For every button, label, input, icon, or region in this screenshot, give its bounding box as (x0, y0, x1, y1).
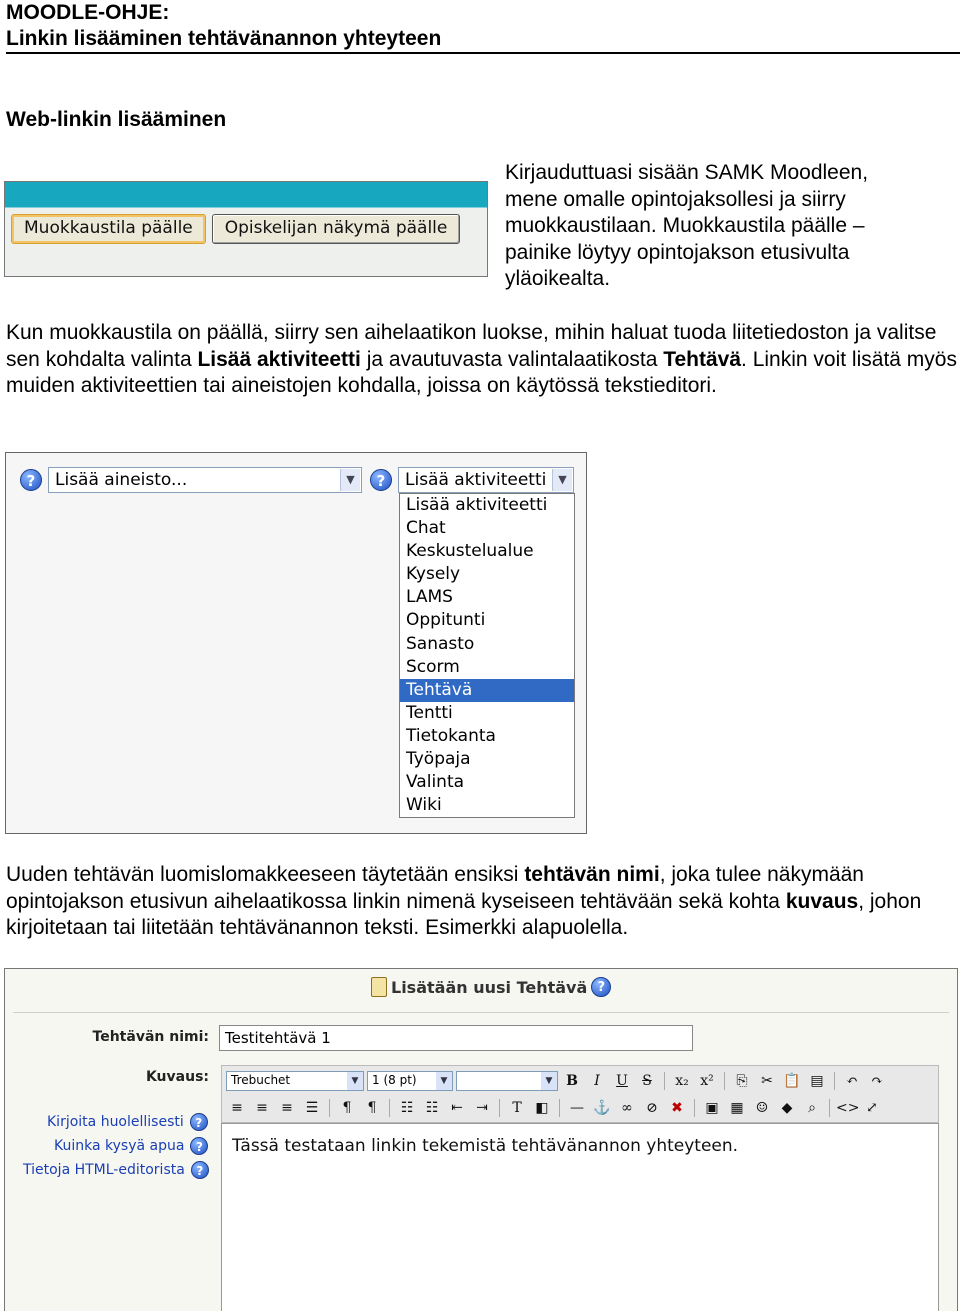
activity-option[interactable]: Scorm (406, 656, 460, 677)
add-activity-select[interactable] (398, 467, 574, 493)
activity-option[interactable]: Työpaja (406, 749, 471, 770)
help-link-write-carefully[interactable] (47, 1113, 208, 1131)
nolink-icon[interactable]: ✖ (671, 1100, 683, 1116)
select-value: Lisää aktiviteetti (405, 470, 547, 490)
search-replace-icon[interactable]: ⌕ (808, 1100, 816, 1116)
unlink-icon[interactable]: ⊘ (646, 1100, 658, 1116)
subscript-icon[interactable]: x₂ (675, 1073, 689, 1089)
text: Kun muokkaustila on päällä, siirry sen aihelaatikon luokse, mihin haluat tuoda liitetiedoston ja valitse sen kohdalta valinta (6, 321, 937, 371)
toolbar-separator (724, 1072, 725, 1090)
justify-icon[interactable]: ☰ (305, 1100, 319, 1116)
underline-icon[interactable]: U (616, 1073, 628, 1089)
chevron-down-icon: ▼ (552, 469, 572, 491)
chevron-down-icon: ▼ (340, 469, 360, 491)
activity-dropdown-list (399, 493, 575, 818)
rtl-icon[interactable]: ¶ (367, 1100, 377, 1116)
name-label: Tehtävän nimi: (92, 1029, 209, 1045)
section-title: Web-linkin lisääminen (6, 108, 227, 131)
edit-mode-screenshot (4, 181, 488, 277)
text: . Linkin voit lisätä myös muiden aktiviteettien tai aineistojen kohdalla, joissa on käytössä tekstieditori. (6, 347, 957, 397)
smiley-icon[interactable]: ☺ (755, 1100, 769, 1116)
outdent-icon[interactable]: ⇤ (451, 1100, 463, 1116)
redo-icon[interactable]: ↷ (871, 1073, 883, 1089)
cut-icon[interactable]: ✂ (761, 1073, 773, 1089)
help-link-label: Kirjoita huolellisesti (47, 1114, 184, 1130)
fullscreen-icon[interactable]: ⤢ (866, 1100, 878, 1116)
anchor-icon[interactable]: ⚓ (593, 1100, 611, 1116)
toolbar-separator (499, 1099, 500, 1117)
bold-text: Tehtävä (663, 347, 742, 371)
select-value: Lisää aineisto... (55, 470, 188, 490)
form-paragraph (6, 862, 958, 942)
toolbar-row-2 (226, 1096, 883, 1120)
assignment-name-input[interactable]: Testitehtävä 1 (219, 1025, 693, 1051)
strikethrough-icon[interactable]: S (642, 1073, 652, 1089)
italic-icon[interactable]: I (594, 1073, 600, 1089)
align-center-icon[interactable]: ≡ (256, 1100, 268, 1116)
edit-mode-button[interactable]: Muokkaustila päälle (11, 214, 206, 244)
form-header (13, 969, 949, 1013)
unordered-list-icon[interactable]: ☷ (425, 1100, 439, 1116)
background-color-icon[interactable]: ◧ (535, 1100, 549, 1116)
help-icon: ? (191, 1161, 209, 1179)
clean-word-icon[interactable]: ▤ (810, 1073, 824, 1089)
intro-paragraph: Kirjauduttuasi sisään SAMK Moodleen, mene omalle opintojaksollesi ja siirry muokkaustilaan. Muokkaustila päälle – painike löytyy opintojakson etusivulta yläoikealta. (505, 161, 869, 290)
insert-image-icon[interactable]: ▣ (705, 1100, 719, 1116)
bold-text: Lisää aktiviteetti (197, 347, 361, 371)
header-bar (5, 182, 487, 208)
toolbar-separator (834, 1072, 835, 1090)
add-resource-select[interactable] (48, 467, 362, 493)
ltr-icon[interactable]: ¶ (342, 1100, 352, 1116)
header-line-1: MOODLE-OHJE: (6, 1, 170, 24)
font-select[interactable] (226, 1071, 364, 1091)
text-color-icon[interactable]: T (512, 1100, 522, 1116)
help-link-label: Kuinka kysyä apua (54, 1138, 185, 1154)
select-value: 1 (8 pt) (372, 1073, 417, 1087)
description-editor[interactable]: Tässä testataan linkin tekemistä tehtävänannon yhteyteen. (221, 1123, 939, 1311)
bold-text: kuvaus (785, 889, 859, 913)
activity-option[interactable]: Sanasto (406, 633, 475, 654)
activity-option[interactable]: Oppitunti (406, 610, 486, 631)
help-icon[interactable]: ? (591, 977, 611, 997)
toolbar-separator (694, 1099, 695, 1117)
help-link-html-editor[interactable] (23, 1161, 209, 1179)
toolbar-separator (559, 1099, 560, 1117)
toolbar-separator (664, 1072, 665, 1090)
help-icon: ? (190, 1113, 208, 1131)
bold-text: tehtävän nimi (524, 863, 660, 886)
copy-icon[interactable]: ⎘ (736, 1073, 748, 1089)
paste-icon[interactable]: 📋 (783, 1073, 801, 1089)
activity-option[interactable]: Chat (406, 518, 446, 539)
activity-option[interactable]: Tentti (406, 702, 453, 723)
align-left-icon[interactable]: ≡ (231, 1100, 243, 1116)
chevron-down-icon: ▼ (541, 1072, 557, 1090)
document-header (6, 0, 960, 54)
style-select[interactable] (456, 1071, 558, 1091)
activity-option[interactable]: Tehtävä (400, 679, 574, 702)
activity-menu-screenshot (5, 452, 587, 834)
align-right-icon[interactable]: ≡ (281, 1100, 293, 1116)
text: , joka tulee näkymään opintojakson etusivun aihelaatikossa linkin nimenä kyseiseen tehtävään sekä kohta (6, 863, 864, 913)
instruction-paragraph (6, 320, 958, 400)
help-icon[interactable]: ? (20, 469, 42, 491)
link-icon[interactable]: ∞ (621, 1100, 633, 1116)
ordered-list-icon[interactable]: ☷ (400, 1100, 414, 1116)
chevron-down-icon: ▼ (347, 1072, 363, 1090)
select-value: Trebuchet (231, 1073, 291, 1087)
size-select[interactable] (367, 1071, 453, 1091)
toolbar-row-1 (226, 1069, 888, 1093)
indent-icon[interactable]: ⇥ (476, 1100, 488, 1116)
toolbar-separator (329, 1099, 330, 1117)
header-line-2: Linkin lisääminen tehtävänannon yhteyteen (6, 27, 442, 50)
student-view-button[interactable]: Opiskelijan näkymä päälle (212, 214, 461, 244)
help-icon: ? (190, 1137, 208, 1155)
activity-option[interactable]: Lisää aktiviteetti (406, 495, 548, 515)
horizontal-rule-icon[interactable]: — (570, 1100, 584, 1116)
assignment-icon (371, 977, 387, 997)
help-icon[interactable]: ? (370, 469, 392, 491)
help-link-ask-for-help[interactable] (54, 1137, 208, 1155)
activity-option[interactable]: Valinta (406, 772, 465, 793)
html-editor-toolbar (221, 1065, 939, 1123)
toolbar-separator (389, 1099, 390, 1117)
help-link-label: Tietoja HTML-editorista (23, 1162, 185, 1178)
form-title (371, 977, 611, 997)
text: , johon kirjoitetaan tai liitetään tehtävänannon teksti. Esimerkki alapuolella. (6, 889, 922, 939)
activity-option[interactable]: LAMS (406, 587, 453, 608)
activity-option[interactable]: Tietokanta (406, 725, 496, 746)
activity-option[interactable]: Kysely (406, 564, 461, 585)
insert-table-icon[interactable]: ▦ (730, 1100, 744, 1116)
description-label: Kuvaus: (145, 1069, 209, 1085)
text: ja avautuvasta valintalaatikosta (360, 347, 664, 371)
activity-option[interactable]: Wiki (406, 795, 442, 816)
superscript-icon[interactable]: x² (700, 1073, 714, 1089)
bold-icon[interactable]: B (566, 1073, 578, 1089)
text: Uuden tehtävän luomislomakkeeseen täytetään ensiksi (6, 863, 525, 886)
form-title-text: Lisätään uusi Tehtävä (391, 977, 588, 997)
html-source-icon[interactable]: <> (836, 1100, 860, 1116)
special-char-icon[interactable]: ◆ (781, 1100, 793, 1116)
undo-icon[interactable]: ↶ (846, 1073, 858, 1089)
activity-option[interactable]: Keskustelualue (406, 541, 534, 562)
chevron-down-icon: ▼ (436, 1072, 452, 1090)
toolbar-separator (829, 1099, 830, 1117)
new-assignment-form-screenshot (4, 968, 958, 1311)
